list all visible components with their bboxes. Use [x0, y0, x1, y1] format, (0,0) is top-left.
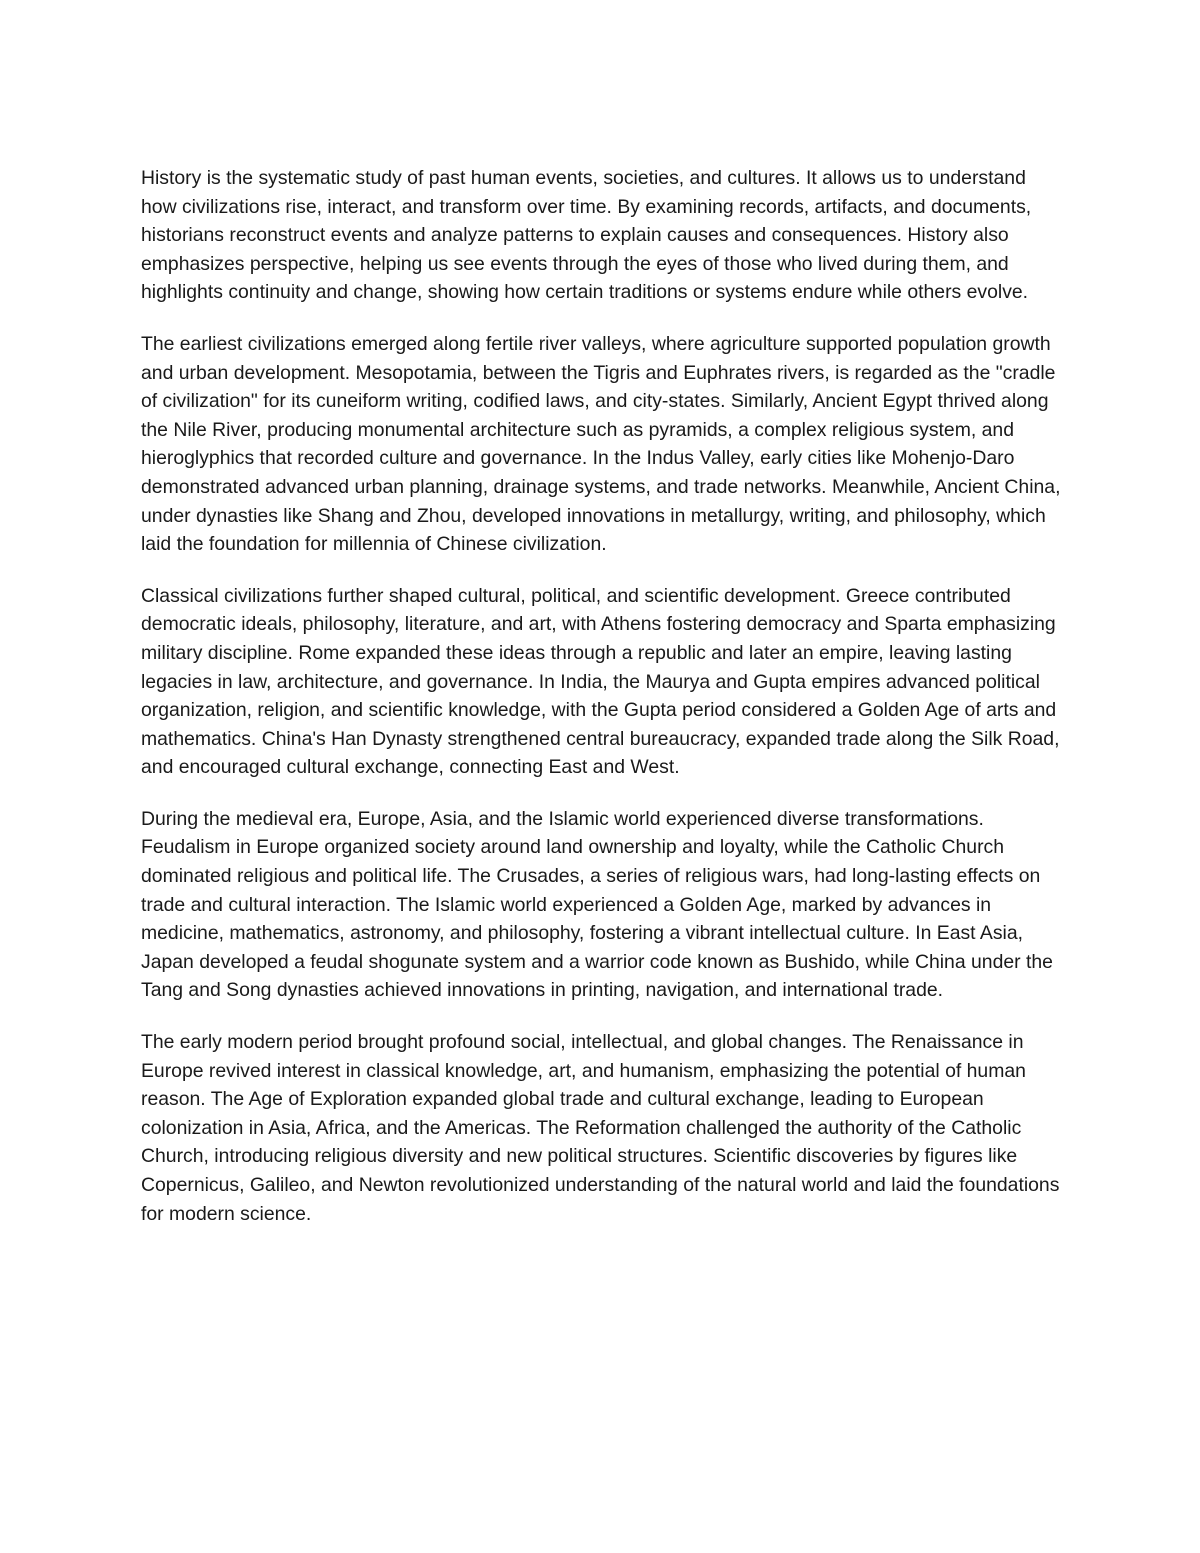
paragraph-classical-civilizations: Classical civilizations further shaped cultural, political, and scientific development. Greece contributed democratic ideals, philosophy, literature, and art, with Athens fostering democracy and Sparta emphasizing military discipline. Rome expanded these ideas through a republic and later an empire, leaving lasting legacies in law, architecture, and governance. In India, the Maurya and Gupta empires advanced political organization, religion, and scientific knowledge, with the Gupta period considered a Golden Age of arts and mathematics. China's Han Dynasty strengthened central bureaucracy, expanded trade along the Silk Road, and encouraged cultural exchange, connecting East and West.	[141, 584, 1060, 779]
paragraph-medieval-era: During the medieval era, Europe, Asia, and the Islamic world experienced diverse transformations. Feudalism in Europe organized society around land ownership and loyalty, while the Catholic Church dominated religious and political life. The Crusades, a series of religious wars, had long-lasting effects on trade and cultural interaction. The Islamic world experienced a Golden Age, marked by advances in medicine, mathematics, astronomy, and philosophy, fostering a vibrant intellectual culture. In East Asia, Japan developed a feudal shogunate system and a warrior code known as Bushido, while China under the Tang and Song dynasties achieved innovations in printing, navigation, and international trade.	[141, 807, 1053, 1002]
paragraph-history-definition: History is the systematic study of past human events, societies, and cultures. It allows us to understand how civilizations rise, interact, and transform over time. By examining records, artifacts, and documents, historians reconstruct events and analyze patterns to explain causes and consequences. History also emphasizes perspective, helping us see events through the eyes of those who lived during them, and highlights continuity and change, showing how certain traditions or systems endure while others evolve.	[141, 167, 1032, 304]
document-body	[141, 164, 1066, 1228]
paragraph-early-modern-period: The early modern period brought profound social, intellectual, and global changes. The Renaissance in Europe revived interest in classical knowledge, art, and humanism, emphasizing the potential of human reason. The Age of Exploration expanded global trade and cultural exchange, leading to European colonization in Asia, Africa, and the Americas. The Reformation challenged the authority of the Catholic Church, introducing religious diversity and new political structures. Scientific discoveries by figures like Copernicus, Galileo, and Newton revolutionized understanding of the natural world and laid the foundations for modern science.	[141, 1031, 1060, 1225]
paragraph-earliest-civilizations: The earliest civilizations emerged along fertile river valleys, where agriculture supported population growth and urban development. Mesopotamia, between the Tigris and Euphrates rivers, is regarded as the "cradle of civilization" for its cuneiform writing, codified laws, and city-states. Similarly, Ancient Egypt thrived along the Nile River, producing monumental architecture such as pyramids, a complex religious system, and hieroglyphics that recorded culture and governance. In the Indus Valley, early cities like Mohenjo-Daro demonstrated advanced urban planning, drainage systems, and trade networks. Meanwhile, Ancient China, under dynasties like Shang and Zhou, developed innovations in metallurgy, writing, and philosophy, which laid the foundation for millennia of Chinese civilization.	[141, 332, 1061, 556]
